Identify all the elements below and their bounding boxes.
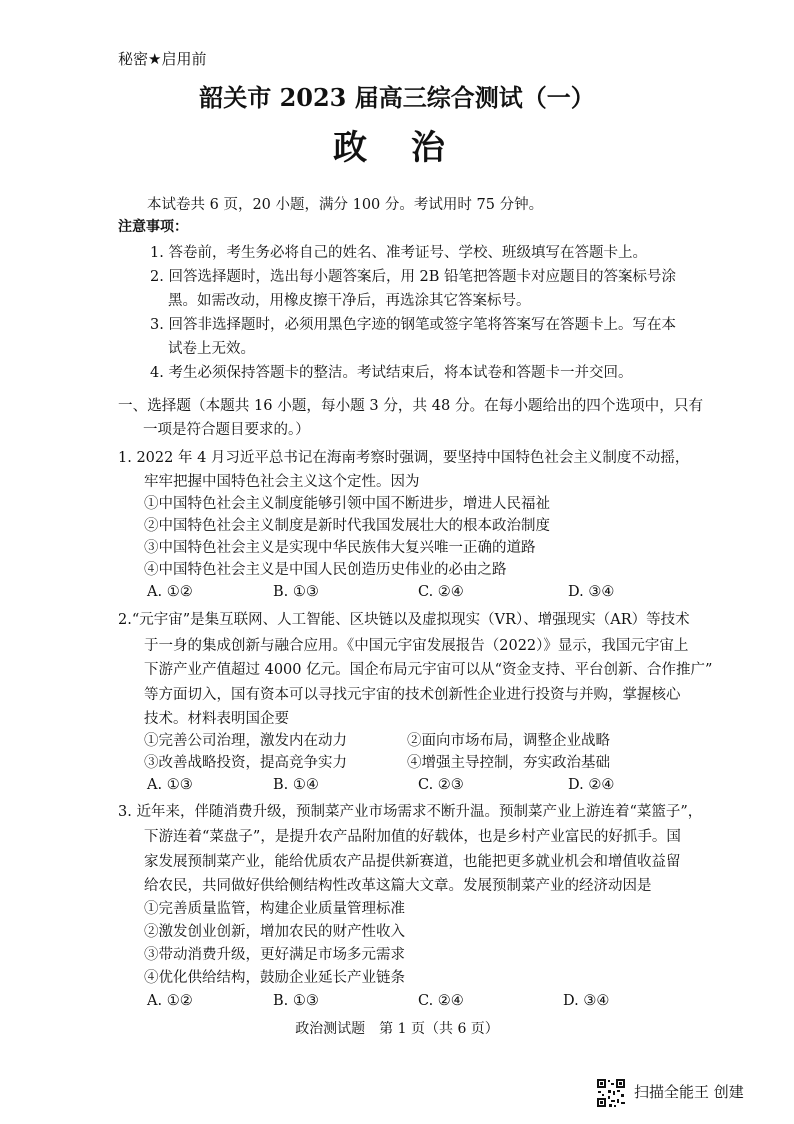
q3-statement-3: ③带动消费升级，更好满足市场多元需求 <box>144 947 405 963</box>
q1-stem-cont: 牢牢把握中国特色社会主义这个定性。因为 <box>144 474 420 490</box>
q2-stem-line5: 技术。材料表明国企要 <box>144 711 289 727</box>
q1-option-c: C. ②④ <box>418 584 464 600</box>
q1-option-b: B. ①③ <box>273 584 319 600</box>
q2-stem-line3: 下游产业产值超过 4000 亿元。国企布局元宇宙可以从“资金支持、平台创新、合作推广” <box>144 662 713 678</box>
note-1: 1. 答卷前，考生务必将自己的姓名、准考证号、学校、班级填写在答题卡上。 <box>150 245 647 261</box>
section-heading-cont: 一项是符合题目要求的。） <box>143 422 310 438</box>
q2-option-c: C. ②③ <box>418 777 464 793</box>
q3-option-a: A. ①② <box>147 993 193 1009</box>
notes-heading: 注意事项： <box>118 219 188 235</box>
q2-option-b: B. ①④ <box>273 777 319 793</box>
q1-option-a: A. ①② <box>147 584 193 600</box>
q2-statement-2: ②面向市场布局，调整企业战略 <box>407 733 610 749</box>
note-3-cont: 试卷上无效。 <box>168 341 255 357</box>
q3-option-d: D. ③④ <box>563 993 610 1009</box>
q2-statement-1: ①完善公司治理，激发内在动力 <box>144 733 347 749</box>
q3-statement-1: ①完善质量监管，构建企业质量管理标准 <box>144 901 405 917</box>
q2-stem: 2.“元宇宙”是集互联网、人工智能、区块链以及虚拟现实（VR）、增强现实（AR）等技术 <box>118 612 690 628</box>
q2-statement-3: ③改善战略投资，提高竞争实力 <box>144 755 347 771</box>
q2-option-d: D. ②④ <box>568 777 615 793</box>
q1-statement-1: ①中国特色社会主义制度能够引领中国不断进步，增进人民福祉 <box>144 496 550 512</box>
section-heading: 一、选择题（本题共 16 小题，每小题 3 分，共 48 分。在每小题给出的四个选项中，只有 <box>118 397 704 414</box>
q3-stem: 3. 近年来，伴随消费升级，预制菜产业市场需求不断升温。预制菜产业上游连着“菜篮子”， <box>118 804 703 820</box>
note-3: 3. 回答非选择题时，必须用黑色字迹的钢笔或签字笔将答案写在答题卡上。写在本 <box>150 317 676 333</box>
note-4: 4. 考生必须保持答题卡的整洁。考试结束后，将本试卷和答题卡一并交回。 <box>150 365 633 381</box>
q2-statement-4: ④增强主导控制，夯实政治基础 <box>407 755 610 771</box>
confidential-label: 秘密★启用前 <box>118 50 207 68</box>
note-2-cont: 黑。如需改动，用橡皮擦干净后，再选涂其它答案标号。 <box>168 293 531 309</box>
q1-stem: 1. 2022 年 4 月习近平总书记在海南考察时强调，要坚持中国特色社会主义制度不动摇， <box>118 450 690 466</box>
q3-stem-line4: 给农民，共同做好供给侧结构性改革这篇大文章。发展预制菜产业的经济动因是 <box>144 878 652 894</box>
subject-title: 政 治 <box>333 128 461 168</box>
q1-statement-3: ③中国特色社会主义是实现中华民族伟大复兴唯一正确的道路 <box>144 540 536 556</box>
q3-statement-4: ④优化供给结构，鼓励企业延长产业链条 <box>144 970 405 986</box>
q1-statement-4: ④中国特色社会主义是中国人民创造历史伟业的必由之路 <box>144 562 507 578</box>
page-footer: 政治测试题 第 1 页（共 6 页） <box>295 1021 499 1037</box>
exam-intro: 本试卷共 6 页，20 小题，满分 100 分。考试用时 75 分钟。 <box>147 197 544 213</box>
q3-option-c: C. ②④ <box>418 993 464 1009</box>
q3-statement-2: ②激发创业创新，增加农民的财产性收入 <box>144 924 405 940</box>
exam-title: 韶关市 2023 届高三综合测试（一） <box>199 83 595 112</box>
qr-code-icon <box>596 1078 626 1108</box>
q1-option-d: D. ③④ <box>568 584 615 600</box>
scanner-watermark: 扫描全能王 创建 <box>634 1083 744 1101</box>
q1-statement-2: ②中国特色社会主义制度是新时代我国发展壮大的根本政治制度 <box>144 518 550 534</box>
q2-option-a: A. ①③ <box>147 777 193 793</box>
q3-stem-line3: 家发展预制菜产业，能给优质农产品提供新赛道，也能把更多就业机会和增值收益留 <box>144 854 681 870</box>
q2-stem-line4: 等方面切入，国有资本可以寻找元宇宙的技术创新性企业进行投资与并购，掌握核心 <box>144 687 681 703</box>
q3-stem-line2: 下游连着“菜盘子”，是提升农产品附加值的好载体，也是乡村产业富民的好抓手。国 <box>144 829 681 845</box>
note-2: 2. 回答选择题时，选出每小题答案后，用 2B 铅笔把答题卡对应题目的答案标号涂 <box>150 269 677 285</box>
q2-stem-line2: 于一身的集成创新与融合应用。《中国元宇宙发展报告（2022）》显示，我国元宇宙上 <box>144 638 689 654</box>
q3-option-b: B. ①③ <box>273 993 319 1009</box>
